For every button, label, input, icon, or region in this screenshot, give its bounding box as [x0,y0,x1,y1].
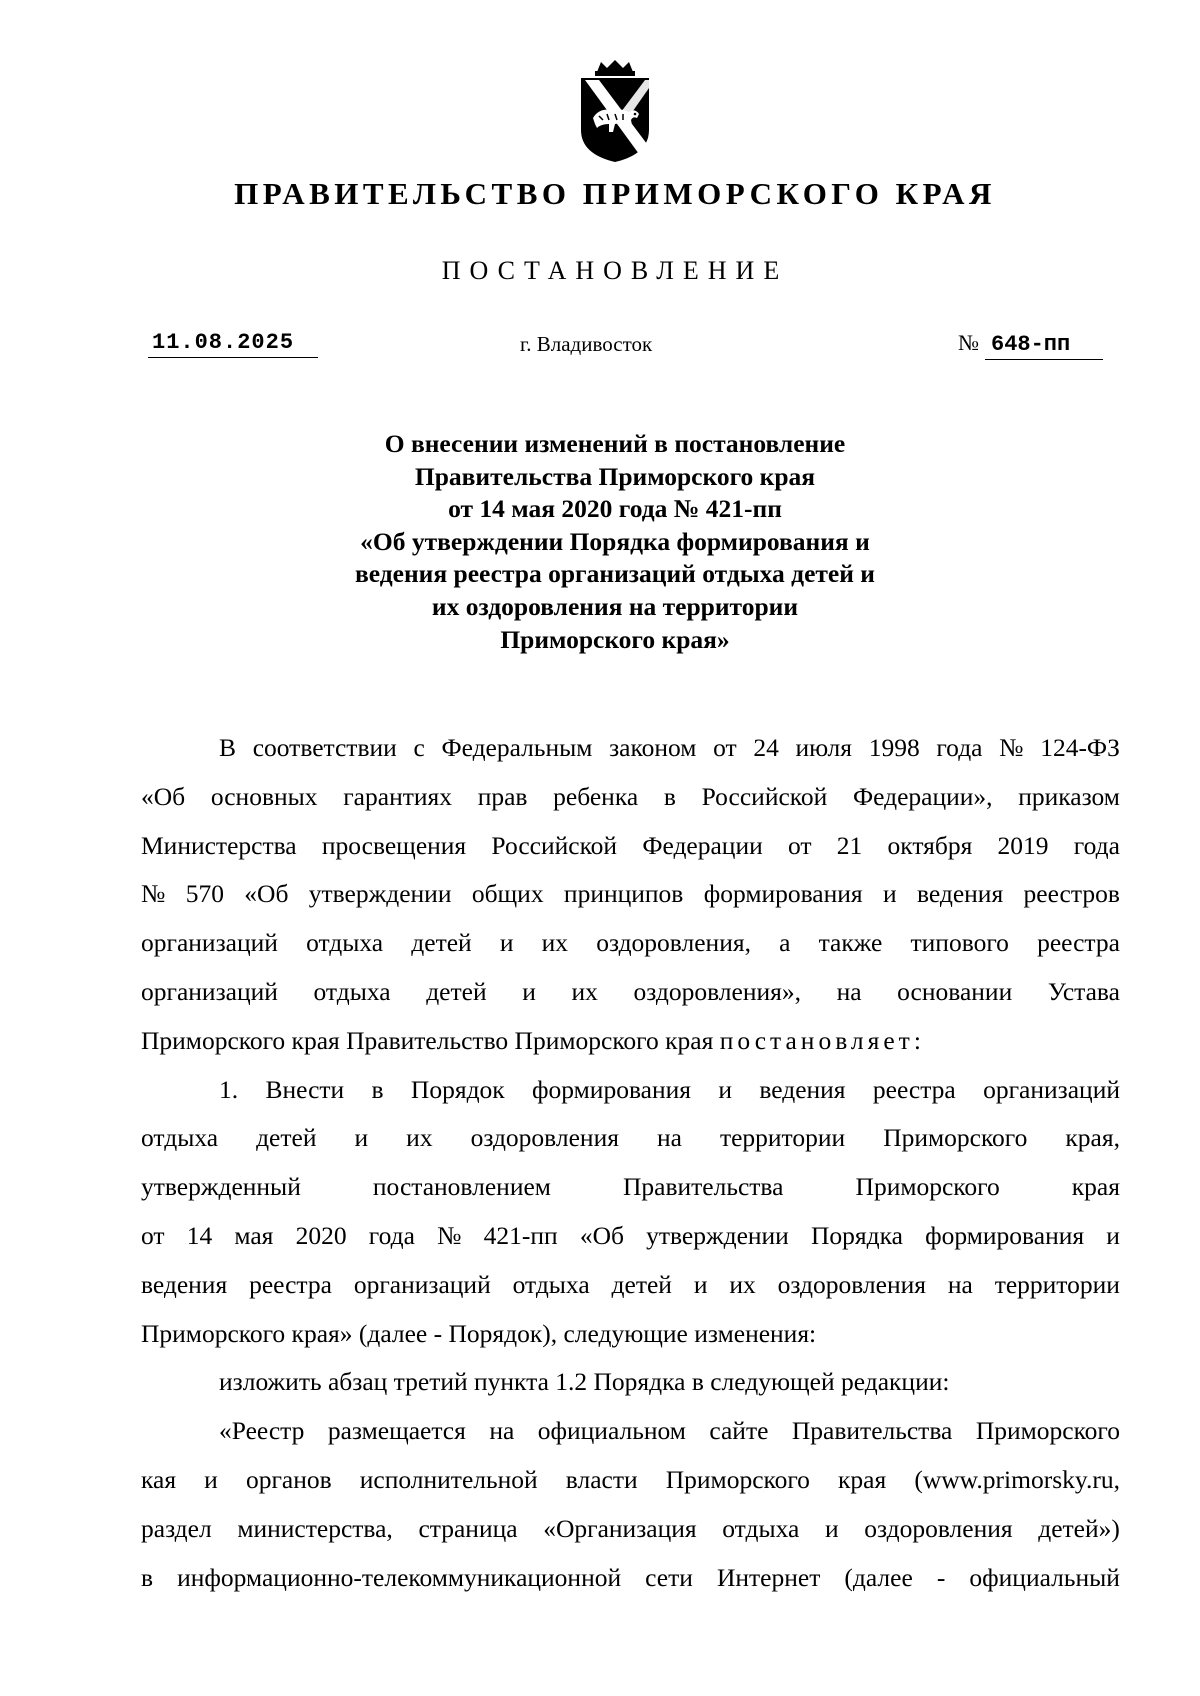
document-title [300,428,930,656]
document-city: г. Владивосток [520,332,653,356]
organization-name: ПРАВИТЕЛЬСТВО ПРИМОРСКОГО КРАЯ [234,176,996,211]
body-line: отдыха детей и их оздоровления на территории Приморского края, [141,1123,1120,1153]
document-body [141,724,1120,1602]
body-line: организаций отдыха детей и их оздоровления, а также типового реестра [141,928,1120,958]
body-line: «Об основных гарантиях прав ребенка в Российской Федерации», приказом [141,781,1120,811]
document-number [958,330,1120,360]
title-line: Приморского края» [500,624,730,654]
body-line: кая и органов исполнительной власти Приморского края (www.primorsky.ru, [141,1464,1120,1494]
body-line-last [141,1017,1120,1066]
body-line: утвержденный постановлением Правительства Приморского края [141,1172,1120,1202]
title-line: «Об утверждении Порядка формирования и [360,526,870,556]
title-line: ведения реестра организаций отдыха детей и [355,559,875,589]
title-line: О внесении изменений в постановление [384,429,846,458]
body-line: 1. Внести в Порядок формирования и ведения реестра организаций [219,1074,1120,1104]
document-type: ПОСТАНОВЛЕНИЕ [441,256,789,285]
body-line: «Реестр размещается на официальном сайте Правительства Приморского [219,1416,1120,1446]
body-line: В соответствии с Федеральным законом от 24 июля 1998 года № 124-ФЗ [219,733,1120,762]
number-value: 648-пп [985,332,1103,360]
body-line: изложить абзац третий пункта 1.2 Порядка в следующей редакции: [219,1367,950,1397]
body-line: в информационно-телекоммуникационной сети Интернет (далее - официальный [141,1562,1120,1592]
body-line: от 14 мая 2020 года № 421-пп «Об утверждении Порядка формирования и [141,1220,1120,1250]
body-line: № 570 «Об утверждении общих принципов формирования и ведения реестров [141,879,1120,909]
body-line: ведения реестра организаций отдыха детей и их оздоровления на территории [141,1269,1120,1299]
decree-word: постановляет: [719,1025,925,1055]
document-date: 11.08.2025 [148,330,318,358]
body-text: Приморского края Правительство Приморского края [141,1025,720,1055]
title-line: Правительства Приморского края [414,461,816,491]
body-line: Приморского края» (далее - Порядок), следующие изменения: [141,1318,817,1348]
body-line: раздел министерства, страница «Организация отдыха и оздоровления детей») [141,1513,1120,1543]
body-line: организаций отдыха детей и их оздоровления», на основании Устава [141,976,1120,1006]
title-line: их оздоровления на территории [431,591,799,621]
body-line: Министерства просвещения Российской Федерации от 21 октября 2019 года [141,830,1120,860]
number-sign: № [958,330,979,355]
coat-of-arms-icon [575,58,655,164]
title-line: от 14 мая 2020 года № 421-пп [448,494,782,524]
